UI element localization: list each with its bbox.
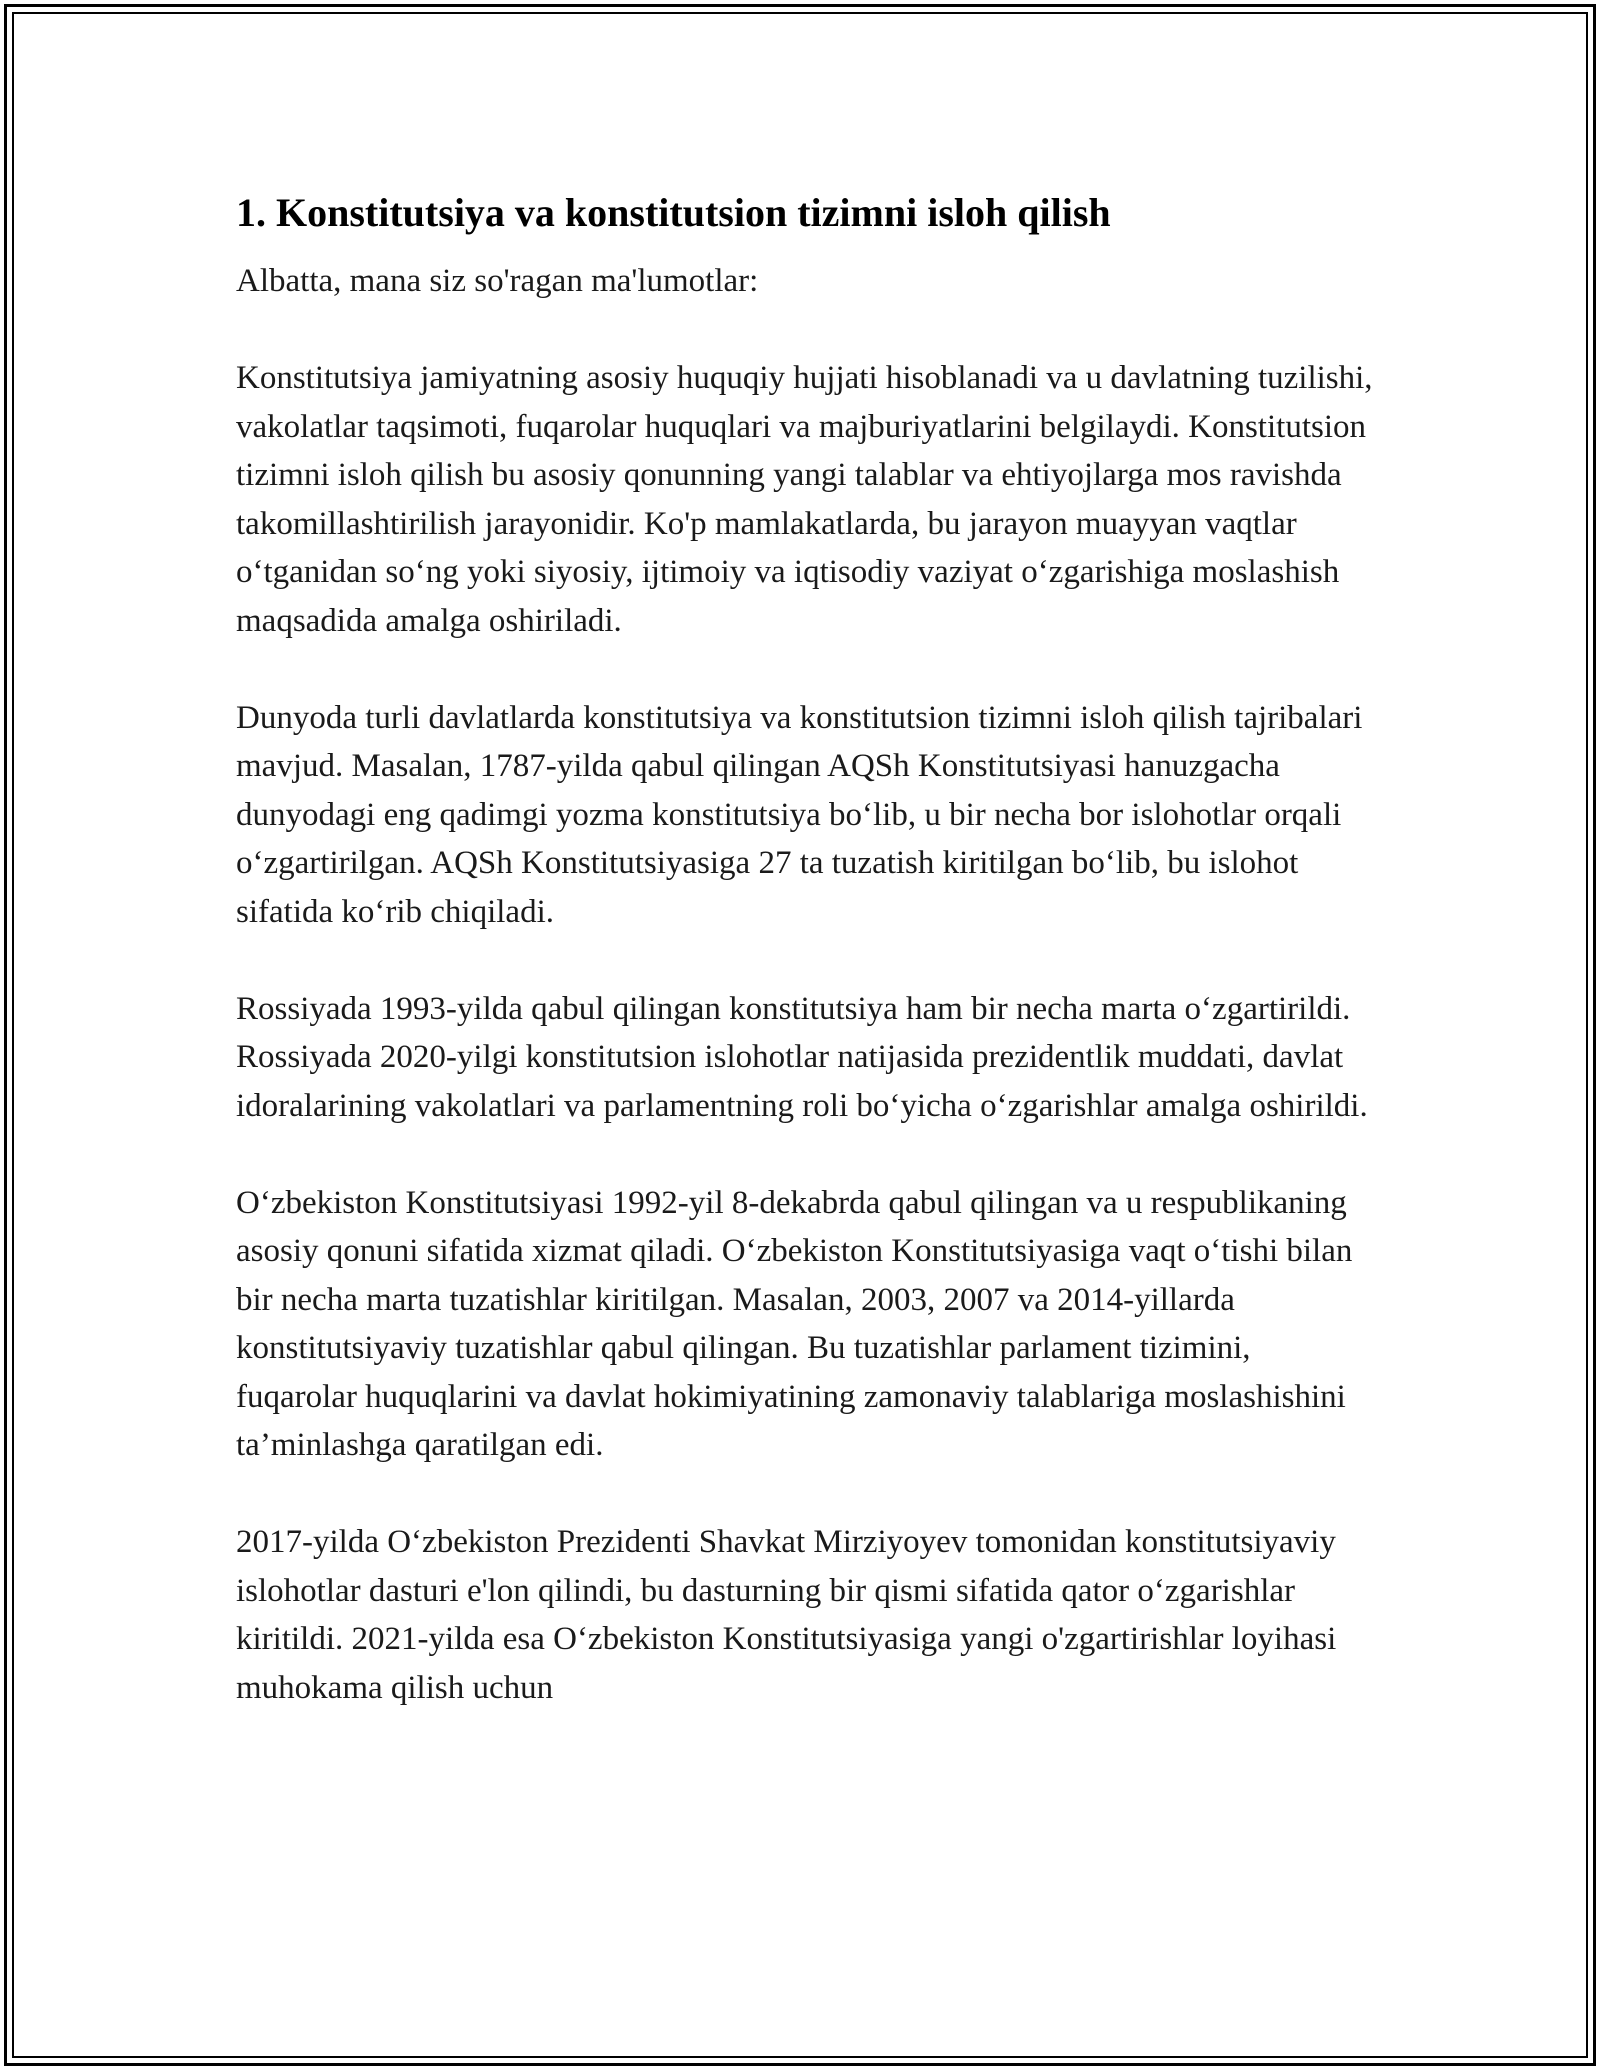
section-heading: 1. Konstitutsiya va konstitutsion tizimni isloh qilish — [236, 190, 1111, 235]
paragraph-russia: Rossiyada 1993-yilda qabul qilingan konstitutsiya ham bir necha marta o‘zgartirildi. Rossiyada 2020-yilgi konstitutsion islohotlar natijasida prezidentlik muddati, davlat idoralarining vakolatlari va parlamentning roli bo‘yicha o‘zgarishlar amalga oshirildi. — [236, 990, 1368, 1124]
paragraph-world-experience: Dunyoda turli davlatlarda konstitutsiya va konstitutsion tizimni isloh qilish tajribalari mavjud. Masalan, 1787-yilda qabul qilingan AQSh Konstitutsiyasi hanuzgacha dunyodagi eng qadimgi yozma konstitutsiya bo‘lib, u bir necha bor islohotlar orqali o‘zgartirilgan. AQSh Konstitutsiyasiga 27 ta tuzatish kiritilgan bo‘lib, bu islohot sifatida ko‘rib chiqiladi. — [236, 699, 1363, 930]
paragraph-uzbekistan: O‘zbekiston Konstitutsiyasi 1992-yil 8-dekabrda qabul qilingan va u respublikaning asosiy qonuni sifatida xizmat qiladi. O‘zbekiston Konstitutsiyasiga vaqt o‘tishi bilan bir necha marta tuzatishlar kiritilgan. Masalan, 2003, 2007 va 2014-yillarda konstitutsiyaviy tuzatishlar qabul qilingan. Bu tuzatishlar parlament tizimini, fuqarolar huquqlarini va davlat hokimiyatining zamonaviy talablariga moslashishini ta’minlashga qaratilgan edi. — [236, 1184, 1353, 1463]
intro-paragraph: Albatta, mana siz so'ragan ma'lumotlar: — [236, 263, 759, 299]
document-body — [236, 185, 1376, 1761]
paragraph-constitution-definition: Konstitutsiya jamiyatning asosiy huquqiy hujjati hisoblanadi va u davlatning tuzilishi, vakolatlar taqsimoti, fuqarolar huquqlari va majburiyatlarini belgilaydi. Konstitutsion tizimni isloh qilish bu asosiy qonunning yangi talablar va ehtiyojlarga mos ravishda takomillashtirilish jarayonidir. Ko'p mamlakatlarda, bu jarayon muayyan vaqtlar o‘tganidan so‘ng yoki siyosiy, ijtimoiy va iqtisodiy vaziyat o‘zgarishiga moslashish maqsadida amalga oshiriladi. — [236, 360, 1373, 639]
paragraph-reforms-2017: 2017-yilda O‘zbekiston Prezidenti Shavkat Mirziyoyev tomonidan konstitutsiyaviy islohotlar dasturi e'lon qilindi, bu dasturning bir qismi sifatida qator o‘zgarishlar kiritildi. 2021-yilda esa O‘zbekiston Konstitutsiyasiga yangi o'zgartirishlar loyihasi muhokama qilish uchun — [236, 1524, 1337, 1706]
